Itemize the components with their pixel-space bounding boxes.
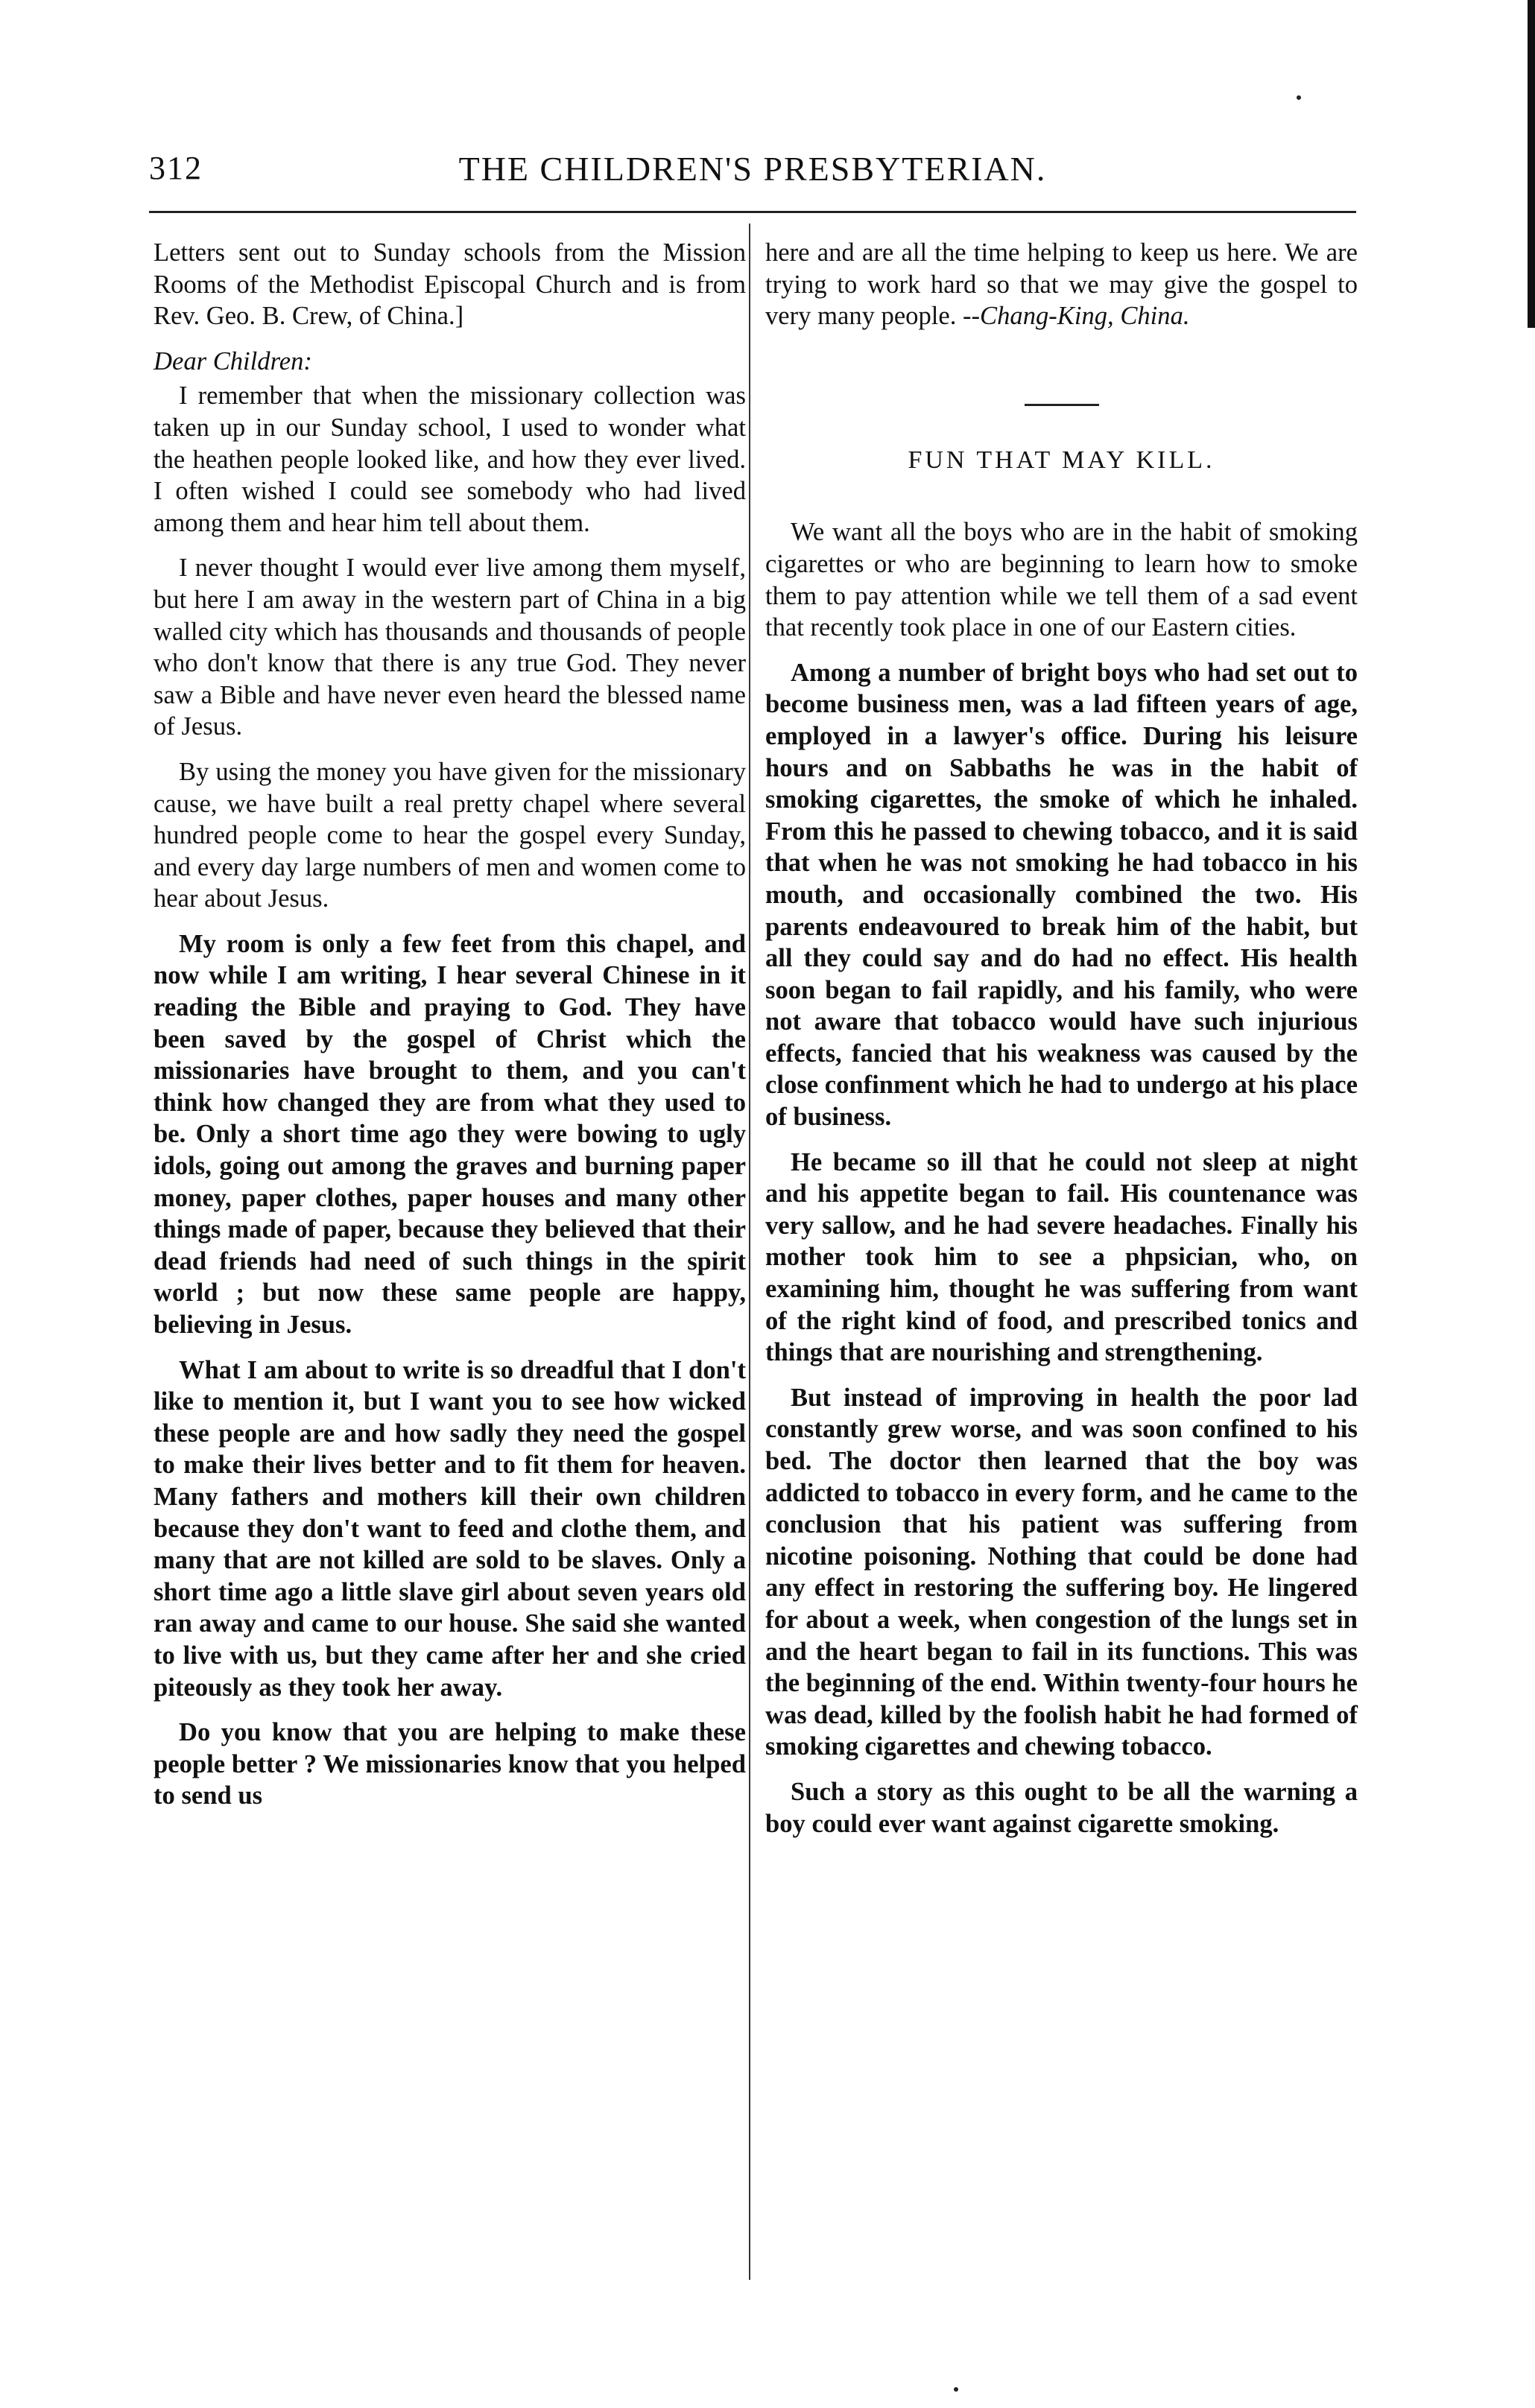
- section-rule: [1025, 404, 1099, 406]
- letter-continuation: [765, 237, 1358, 332]
- header-rule: [149, 211, 1356, 213]
- letter-paragraph: Do you know that you are helping to make these people better ? We missionaries know that you helped to send us: [154, 1718, 746, 1810]
- letter-paragraph: I never thought I would ever live among them myself, but here I am away in the western part of China in a big walled city which has thousands and thousands of people who don't know that there is any true God. They never saw a Bible and have never even heard the blessed name of Jesus.: [154, 554, 746, 741]
- print-speck: [954, 2387, 958, 2392]
- letter-continuation-text: here and are all the time helping to keep us here. We are trying to work hard so that we may give the gospel to very many people.: [765, 238, 1358, 331]
- left-column: [154, 237, 746, 1825]
- article-paragraph: Among a number of bright boys who had set out to become business men, was a lad fifteen years of age, employed in a lawyer's office. During his leisure hours and on Sabbaths he was in the habit of smoking cigarettes, the smoke of which he inhaled. From this he passed to chewing tobacco, and it is said that when he was not smoking he had tobacco in his mouth, and occasionally combined the two. His parents endeavoured to break him of the habit, but all they could say and do had no effect. His health soon began to fail rapidly, and his family, who were not aware that tobacco would have such injurious effects, fancied that his weakness was caused by the close confinment which he had to undergo at his place of business.: [765, 658, 1358, 1132]
- right-column: [765, 237, 1358, 1853]
- article-heading: FUN THAT MAY KILL.: [908, 446, 1215, 474]
- article-paragraph: We want all the boys who are in the habit of smoking cigarettes or who are beginning to learn how to smoke them to pay attention while we tell them of a sad event that recently took place in one of our Eastern cities.: [765, 518, 1358, 642]
- column-divider: [749, 224, 750, 2280]
- letter-paragraph: My room is only a few feet from this chapel, and now while I am writing, I hear several Chinese in it reading the Bible and praying to God. They have been saved by the gospel of Christ which the missionaries have brought to them, and you can't think how changed they are from what they used to be. Only a short time ago they were bowing to ugly idols, going out among the graves and burning paper money, paper clothes, paper houses and many other things made of paper, because they believed that their dead friends had need of such things in the spirit world ; but now these same people are happy, believing in Jesus.: [154, 929, 746, 1339]
- letter-paragraph: What I am about to write is so dreadful that I don't like to mention it, but I want you to see how wicked these people are and how sadly they need the gospel to make their lives better and to fit them for heaven. Many fathers and mothers kill their own children because they don't want to feed and clothe them, and many that are not killed are sold to be slaves. Only a short time ago a little slave girl about seven years old ran away and came to our house. She said she wanted to live with us, but they came after her and she cried piteously as they took her away.: [154, 1355, 746, 1702]
- page-header: [149, 149, 1356, 201]
- article-paragraph: He became so ill that he could not sleep at night and his appetite began to fail. His countenance was very sallow, and he had severe headaches. Finally his mother took him to see a phpsician, who, on examining him, thought he was suffering from want of the right kind of food, and prescribed tonics and things that are nourishing and strengthening.: [765, 1147, 1358, 1367]
- letter-intro: Letters sent out to Sunday schools from the Mission Rooms of the Methodist Episcopal Church and is from Rev. Geo. B. Crew, of China.]: [154, 238, 746, 331]
- page-edge-rule: [1528, 0, 1535, 328]
- article-paragraph: Such a story as this ought to be all the warning a boy could ever want against cigarette smoking.: [765, 1777, 1358, 1838]
- page-number: 312: [149, 150, 203, 186]
- article-paragraph: But instead of improving in health the poor lad constantly grew worse, and was soon confined to his bed. The doctor then learned that the boy was addicted to tobacco in every form, and he came to the conclusion that his patient was suffering from nicotine poisoning. Nothing that could be done had any effect in restoring the suffering boy. He lingered for about a week, when congestion of the lungs set in and the heart began to fail in its functions. This was the beginning of the end. Within twenty-four hours he was dead, killed by the foolish habit he had formed of smoking cigarettes and chewing tobacco.: [765, 1383, 1358, 1761]
- running-title: THE CHILDREN'S PRESBYTERIAN.: [458, 150, 1047, 188]
- print-speck: [1297, 95, 1301, 100]
- letter-signature: --Chang-King, China.: [963, 302, 1190, 331]
- letter-paragraph: By using the money you have given for the missionary cause, we have built a real pretty chapel where several hundred people come to hear the gospel every Sunday, and every day large numbers of men and women come to hear about Jesus.: [154, 757, 746, 913]
- letter-paragraph: I remember that when the missionary collection was taken up in our Sunday school, I used to wonder what the heathen people looked like, and how they ever lived. I often wished I could see somebody who had lived among them and hear him tell about them.: [154, 381, 746, 537]
- letter-salutation: Dear Children:: [154, 346, 312, 376]
